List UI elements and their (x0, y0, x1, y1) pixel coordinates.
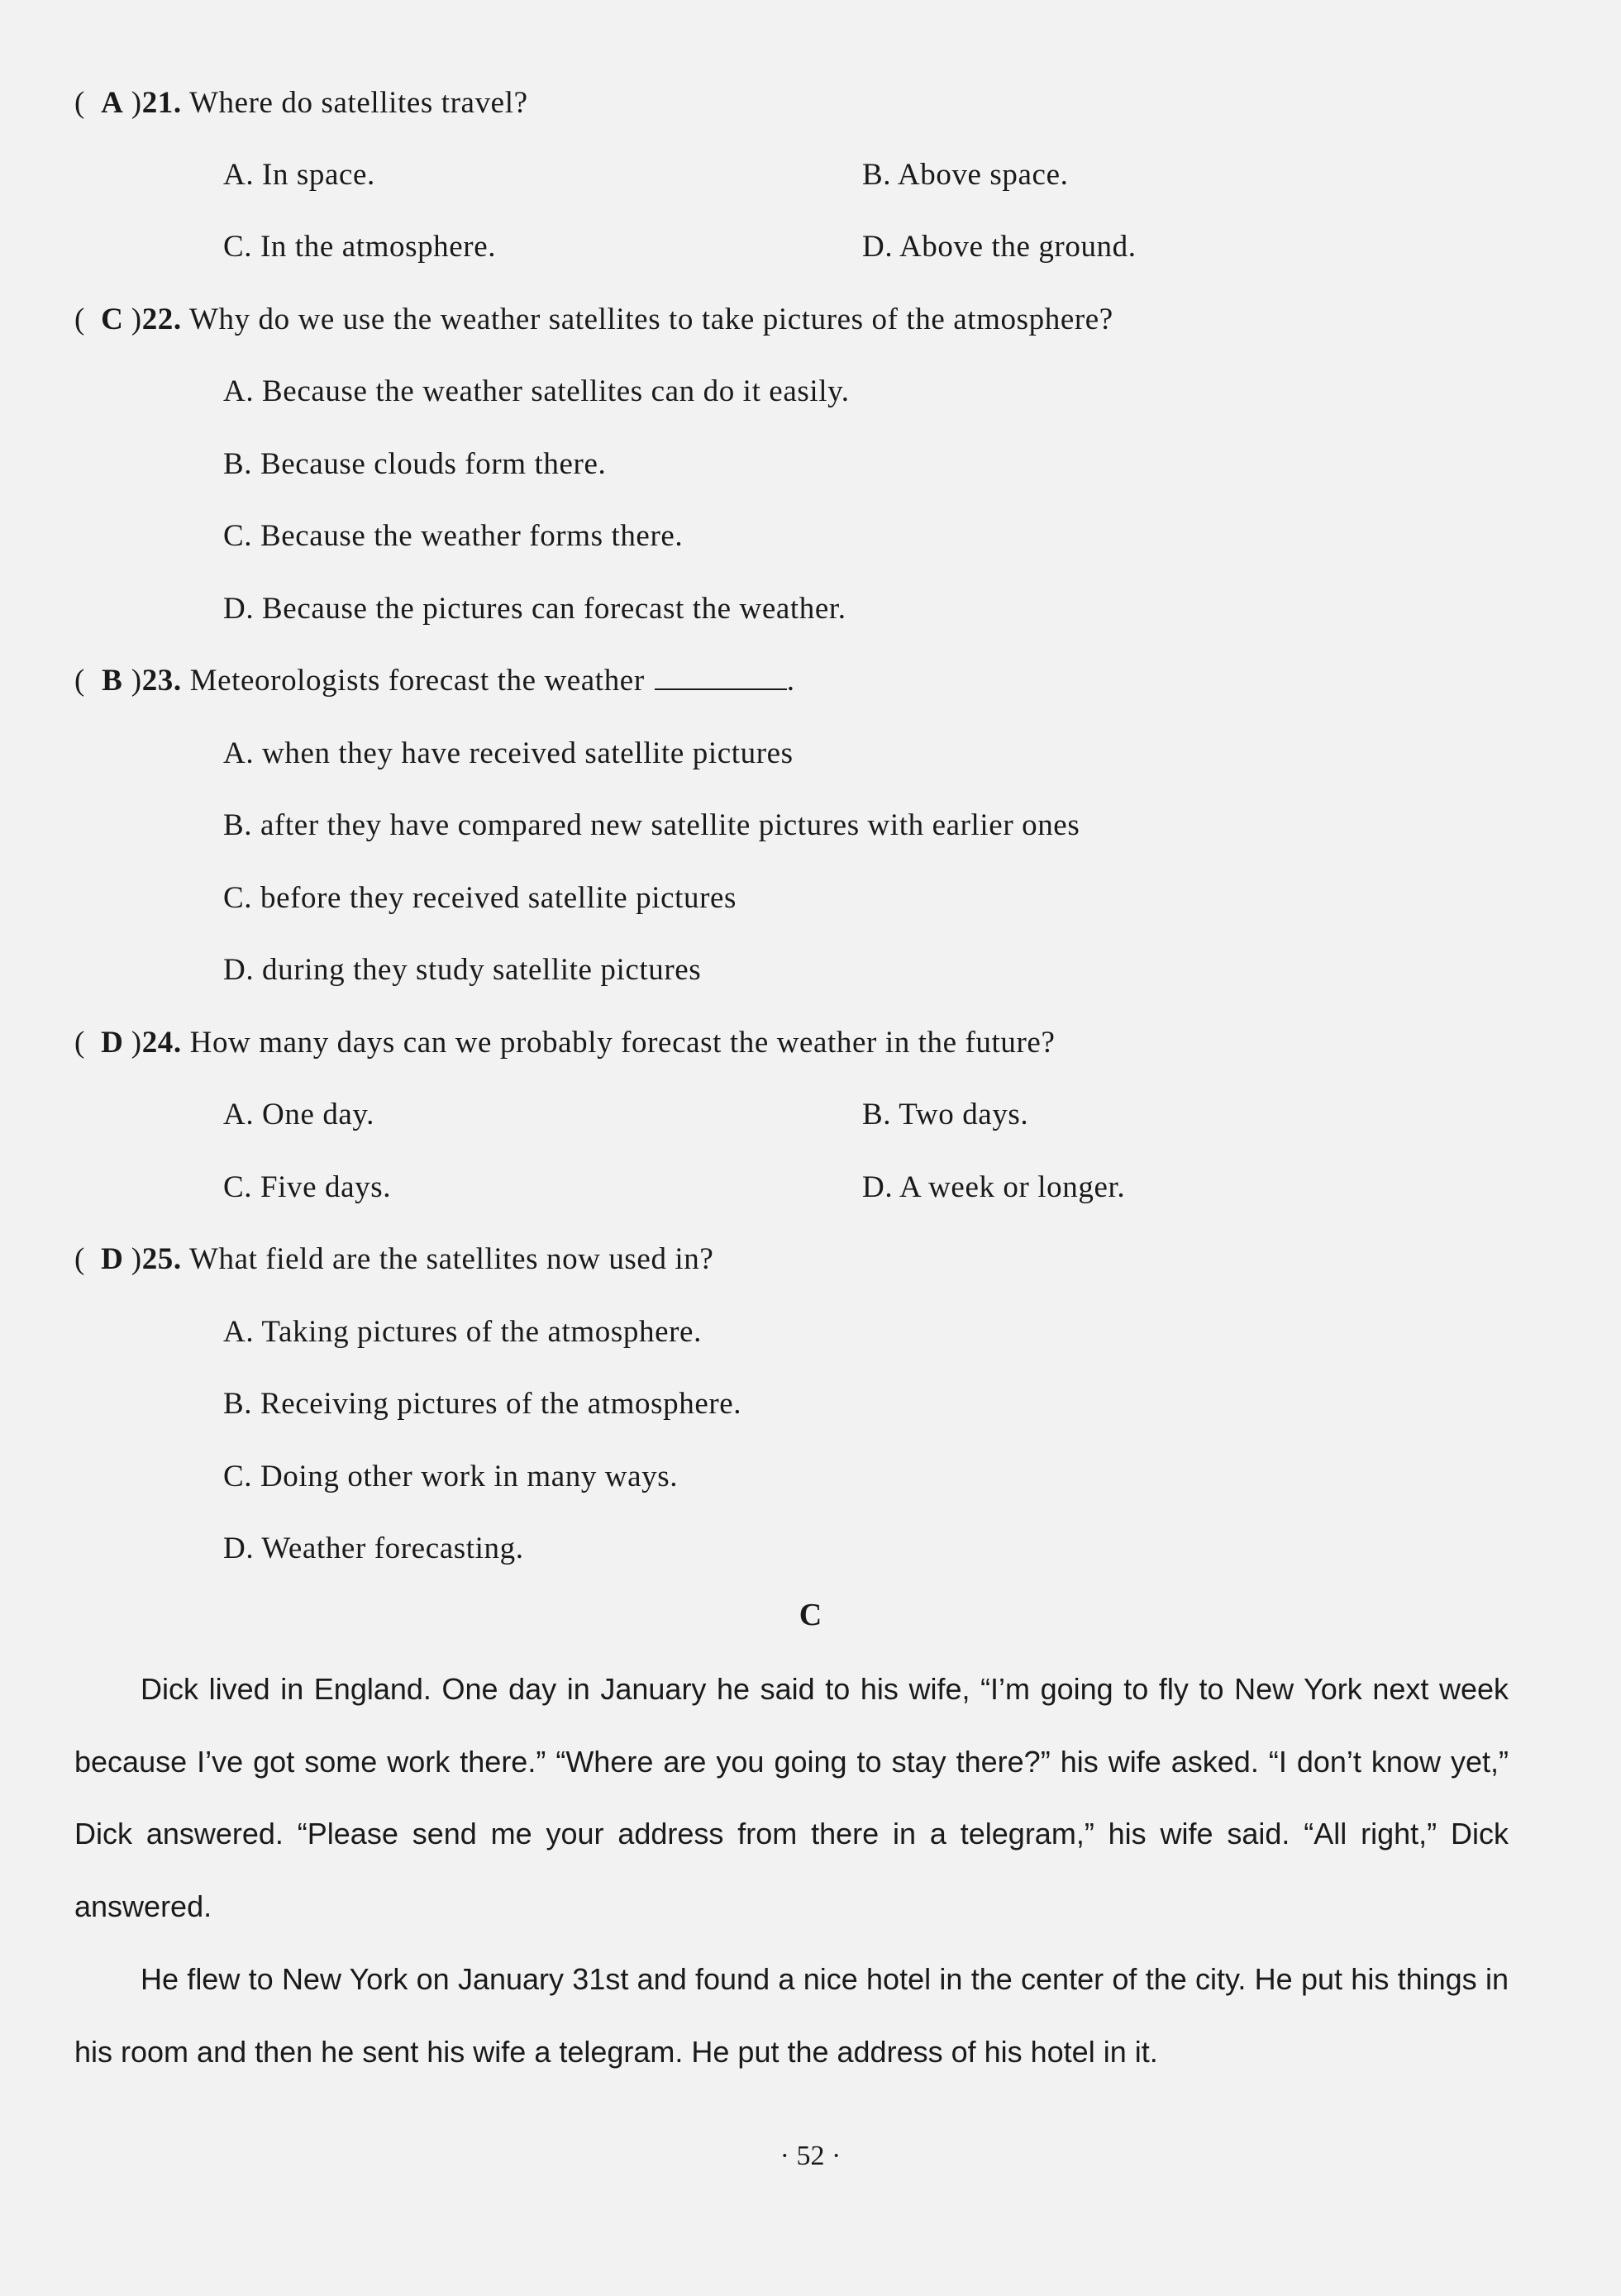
option-24-d: D. A week or longer. (862, 1170, 1126, 1204)
page-number: · 52 · (780, 2141, 841, 2171)
option-25-c: C. Doing other work in many ways. (223, 1460, 679, 1493)
question-tail: . (786, 664, 795, 698)
option-22-d: D. Because the pictures can forecast the weather. (223, 592, 846, 626)
question-text: What field are the satellites now used in? (188, 1242, 714, 1276)
passage-paragraph-2: He flew to New York on January 31st and found a nice hotel in the center of the city. He put his things in his room and then he sent his wife a telegram. He put the address of his hotel in it. (74, 1962, 1509, 2069)
section-heading: C (799, 1598, 822, 1632)
option-24-c: C. Five days. (223, 1170, 392, 1204)
passage-paragraph-1: Dick lived in England. One day in January he said to his wife, “I’m going to fly to New York next week because I’ve got some work there.” “Where are you going to stay there?” his wife asked. “I don’t know yet,” Dick answered. “Please send me your address from there in a telegram,” his wife said. “All right,” Dick answered. (74, 1672, 1509, 1923)
option-23-d: D. during they study satellite pictures (223, 953, 702, 987)
question-number: 23. (141, 664, 182, 698)
option-22-b: B. Because clouds form there. (223, 447, 607, 481)
answer-blank (655, 664, 787, 690)
question-text: Where do satellites travel? (188, 86, 528, 120)
question-21: ( A )21. Where do satellites travel? (74, 86, 528, 120)
answer-23: B (102, 664, 123, 698)
question-text: How many days can we probably forecast the weather in the future? (189, 1026, 1056, 1060)
option-24-b: B. Two days. (862, 1098, 1029, 1131)
answer-21: A (101, 86, 124, 120)
option-23-c: C. before they received satellite pictures (223, 881, 737, 915)
question-number: 25. (141, 1242, 182, 1276)
question-number: 24. (141, 1026, 182, 1060)
answer-24: D (101, 1026, 124, 1060)
question-23: ( B )23. Meteorologists forecast the weather . (74, 664, 795, 698)
option-21-d: D. Above the ground. (862, 230, 1137, 264)
question-number: 22. (141, 302, 182, 336)
option-22-c: C. Because the weather forms there. (223, 519, 684, 553)
option-23-b: B. after they have compared new satellite pictures with earlier ones (223, 808, 1080, 842)
question-25: ( D )25. What field are the satellites now used in? (74, 1242, 714, 1276)
option-25-d: D. Weather forecasting. (223, 1531, 524, 1565)
question-22: ( C )22. Why do we use the weather satellites to take pictures of the atmosphere? (74, 302, 1113, 336)
option-21-c: C. In the atmosphere. (223, 230, 497, 264)
option-21-a: A. In space. (223, 158, 375, 192)
answer-25: D (101, 1242, 124, 1276)
option-24-a: A. One day. (223, 1098, 374, 1131)
answer-22: C (101, 302, 124, 336)
question-number: 21. (141, 86, 182, 120)
question-text: Meteorologists forecast the weather (189, 664, 645, 698)
option-25-a: A. Taking pictures of the atmosphere. (223, 1315, 702, 1349)
option-23-a: A. when they have received satellite pictures (223, 736, 794, 770)
option-22-a: A. Because the weather satellites can do it easily. (223, 374, 850, 408)
question-text: Why do we use the weather satellites to take pictures of the atmosphere? (188, 302, 1113, 336)
option-21-b: B. Above space. (862, 158, 1069, 192)
question-24: ( D )24. How many days can we probably forecast the weather in the future? (74, 1026, 1056, 1060)
option-25-b: B. Receiving pictures of the atmosphere. (223, 1387, 742, 1421)
